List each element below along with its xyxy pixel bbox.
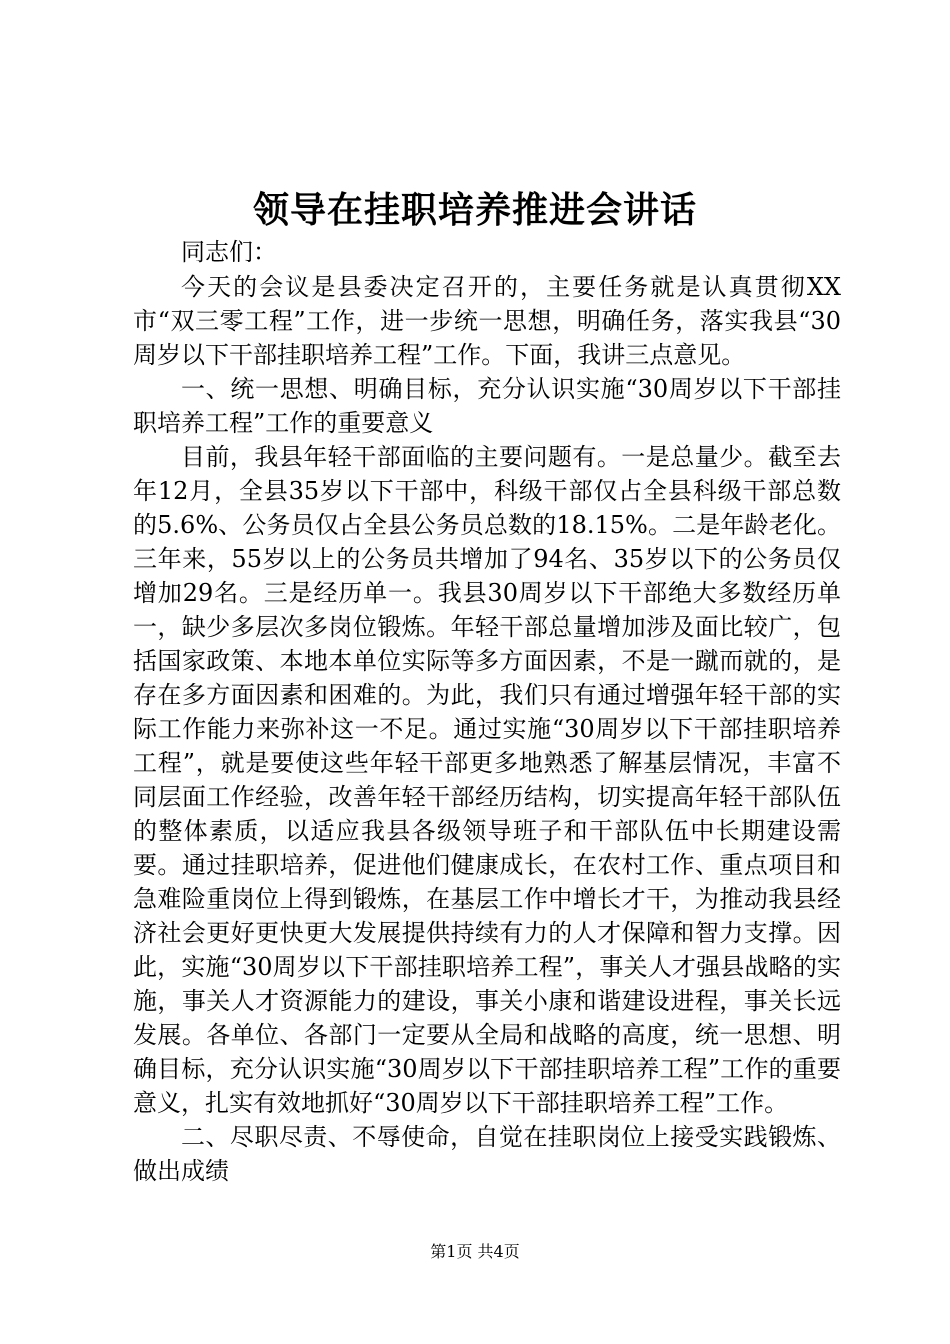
- body-paragraph: 目前，我县年轻干部面临的主要问题有。一是总量少。截至去年12月，全县35岁以下干部中，科级干部仅占全县科级干部总数的5.6%、公务员仅占全县公务员总数的18.15%。二是年龄老化。三年来，55岁以上的公务员共增加了94名、35岁以下的公务员仅增加29名。三是经历单一。我县30周岁以下干部绝大多数经历单一，缺少多层次多岗位锻炼。年轻干部总量增加涉及面比较广，包括国家政策、本地本单位实际等多方面因素，不是一蹴而就的，是存在多方面因素和困难的。为此，我们只有通过增强年轻干部的实际工作能力来弥补这一不足。通过实施“30周岁以下干部挂职培养工程”，就是要使这些年轻干部更多地熟悉了解基层情况，丰富不同层面工作经验，改善年轻干部经历结构，切实提高年轻干部队伍的整体素质，以适应我县各级领导班子和干部队伍中长期建设需要。通过挂职培养，促进他们健康成长，在农村工作、重点项目和急难险重岗位上得到锻炼，在基层工作中增长才干，为推动我县经济社会更好更快更大发展提供持续有力的人才保障和智力支撑。因此，实施“30周岁以下干部挂职培养工程”，事关人才强县战略的实施，事关人才资源能力的建设，事关小康和谐建设进程，事关长远发展。各单位、各部门一定要从全局和战略的高度，统一思想、明确目标，充分认识实施“30周岁以下干部挂职培养工程”工作的重要意义，扎实有效地抓好“30周岁以下干部挂职培养工程”工作。: [133, 443, 841, 1117]
- page-number-footer: 第1页 共4页: [430, 1242, 520, 1261]
- section-heading-two: 二、尽职尽责、不辱使命，自觉在挂职岗位上接受实践锻炼、做出成绩: [133, 1123, 841, 1185]
- document-body: [133, 234, 841, 1188]
- intro-paragraph: 今天的会议是县委决定召开的，主要任务就是认真贯彻XX市“双三零工程”工作，进一步统一思想，明确任务，落实我县“30周岁以下干部挂职培养工程”工作。下面，我讲三点意见。: [133, 273, 841, 369]
- salutation-paragraph: 同志们：: [181, 238, 277, 266]
- document-title: 领导在挂职培养推进会讲话: [252, 189, 697, 231]
- section-heading-one: 一、统一思想、明确目标，充分认识实施“30周岁以下干部挂职培养工程”工作的重要意义: [133, 375, 841, 437]
